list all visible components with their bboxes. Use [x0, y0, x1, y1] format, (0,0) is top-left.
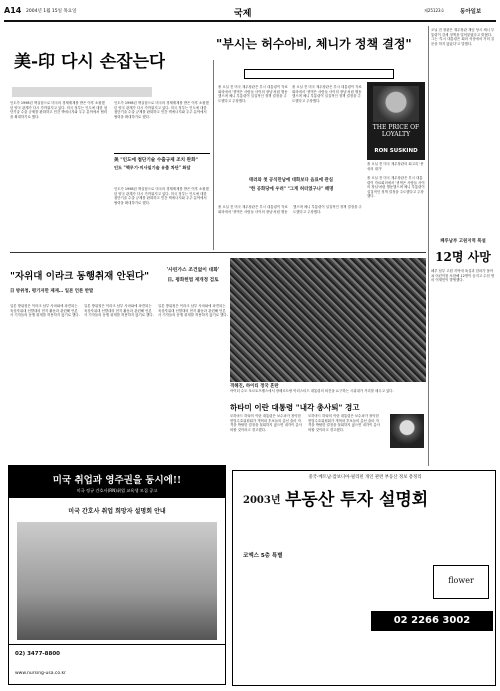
article-india: [10, 25, 212, 250]
issue-date: 2004년 1월 15일 목요일: [26, 9, 77, 14]
body-iran-1: 모하마드 하타미 이란 대통령은 보수파가 장악한 헌법수호위원회가 개혁파 후보들의 총선 출마 자격을 박탈한 결정을 철회하지 않으면 내각이 총사퇴할 것이라고 경고했다.: [230, 414, 302, 432]
nurse-ad-footer: [9, 644, 225, 684]
sidebar-oneill-sub: "한 공화당에 우려" "그게 허터였구나" 해명: [248, 187, 334, 192]
section-title: 국제: [234, 9, 252, 19]
body-india-3: 인도가 1998년 핵실험으로 미국의 경제제재를 받은 이후 소원했던 양국 관계가 다시 가까워지고 있다. 미국 정부는 인도에 대한 첨단기술 수출 규제를 완화하고 민간 핵에너지와 우주 분야에서 협력을 확대하기로 했다.: [114, 187, 209, 205]
body-oneill-3: 폴 오닐 전 미국 재무장관은 부시 대통령이 각료회의에서 '귀먹은 사람들 사이의 장님'처럼 행동했으며 체니 부통령이 실질적인 정책 결정을 주도했다고 주장했다.: [218, 205, 362, 214]
sidebar-oneill-head: 테러와 첫 공식만남에 대화보다 음료에 관심: [249, 178, 333, 183]
realty-ad-brand: flower: [448, 576, 474, 585]
sidebar-iraq: [158, 266, 228, 300]
body-iran-2: 모하마드 하타미 이란 대통령은 보수파가 장악한 헌법수호위원회가 개혁파 후보들의 총선 출마 자격을 박탈한 결정을 철회하지 않으면 내각이 총사퇴할 것이라고 경고했다.: [308, 414, 380, 432]
realty-ad-special: 코엑스 5층 특별: [243, 553, 283, 559]
realty-seminar-ad[interactable]: [232, 470, 496, 686]
nurse-ad-headline: 미국 취업과 영주권을 동시에!!: [52, 475, 182, 486]
masthead: [4, 6, 496, 20]
photo-caption-head: 격해진, 하이티 정국 혼란: [230, 384, 279, 389]
photo-caption: [230, 383, 426, 399]
realty-ad-headline: 부동산 투자 설명회: [285, 490, 429, 510]
sidebar-iraq-sub: 日, 평화헌법 재개정 검토: [167, 278, 219, 283]
masthead-rule: [4, 20, 496, 22]
nurse-ad-art: [17, 522, 217, 640]
book-cover-photo: [373, 86, 419, 122]
col-divider-right: [428, 26, 429, 466]
headline-oneill: "부시는 허수아비, 체니가 정책 결정": [216, 37, 412, 51]
body-iraq-3: 일본 방위청은 이라크 남부 사마와에 파견되는 육상자위대 선발대의 현지 활동과 관련해 언론사 기자들의 동행 취재를 허용하지 않기로 했다.: [158, 304, 228, 318]
realty-ad-phone: 02 2266 3002: [393, 615, 471, 626]
article-quake: [431, 238, 495, 466]
sidebar-iraq-head: '사린가스 조건없이 대화': [166, 268, 220, 273]
body-iraq-2: 일본 방위청은 이라크 남부 사마와에 파견되는 육상자위대 선발대의 현지 활동과 관련해 언론사 기자들의 동행 취재를 허용하지 않기로 했다.: [84, 304, 154, 318]
book-cover-image: [367, 82, 425, 160]
body-india-1: 인도가 1998년 핵실험으로 미국의 경제제재를 받은 이후 소원했던 양국 관계가 다시 가까워지고 있다. 미국 정부는 인도에 대한 첨단기술 수출 규제를 완화하고 민간 핵에너지와 우주 분야에서 협력을 확대하기로 했다.: [10, 101, 108, 119]
issue-number: 제25123호: [424, 8, 445, 13]
article-iran: [230, 400, 426, 462]
nurse-recruitment-ad[interactable]: [8, 465, 226, 685]
nurse-ad-header: [9, 466, 225, 498]
realty-ad-phone-box: [371, 611, 493, 631]
headline-iran: 하타미 이란 대통령 "내각 총사퇴" 경고: [230, 403, 360, 412]
page-number: A14: [4, 6, 22, 15]
nurse-ad-url[interactable]: www.nursing-usa.co.kr: [15, 671, 66, 676]
subhead-india-box: [12, 87, 152, 97]
right-column-text: 오닐 전 장관은 재무장관 재임 당시 체니 부통령이 감세 정책을 밀어붙였다고 밝혔다. 그는 '부시 대통령은 회의 석상에서 거의 질문을 하지 않았다'고 말했다.: [431, 28, 495, 46]
headline-india: 美-印 다시 손잡는다: [14, 52, 166, 72]
quake-kicker: 페루남부 고원지역 폭설: [440, 239, 486, 244]
article-iraq: [10, 256, 228, 462]
section-divider: [10, 252, 426, 253]
realty-ad-brand-box: [433, 565, 489, 599]
nurse-ad-phone: 02) 3477-8800: [15, 651, 60, 657]
quake-body: 페루 남부 고원 지역에 폭설과 한파가 몰아쳐 어린이를 포함해 12명이 숨지고 수천 명의 이재민이 발생했다.: [431, 269, 495, 283]
book-title: THE PRICE OF LOYALTY: [372, 124, 420, 138]
sidebar-india-head: 美 "인도에 첨단기술 수출규제 조치 완화": [114, 158, 198, 163]
quake-headline: 12명 사망: [435, 250, 491, 264]
sidebar-india-sub: 인도 "핵무기·미사일기술 유출 차단" 화답: [114, 165, 191, 170]
body-iraq-1: 일본 방위청은 이라크 남부 사마와에 파견되는 육상자위대 선발대의 현지 활동과 관련해 언론사 기자들의 동행 취재를 허용하지 않기로 했다.: [10, 304, 80, 318]
headline-iraq: "자위대 이라크 동행취재 안된다": [10, 271, 150, 282]
khatami-portrait: [390, 414, 424, 448]
book-author: RON SUSKIND: [374, 148, 418, 154]
realty-ad-year: 2003년: [243, 495, 281, 506]
nurse-ad-banner: 미국 간호사 취업 희망자 설명회 안내: [68, 508, 166, 515]
body-oneill-2: 폴 오닐 전 미국 재무장관은 부시 대통령이 각료회의에서 '귀먹은 사람들 사이의 장님'처럼 행동했으며 체니 부통령이 실질적인 정책 결정을 주도했다고 주장했다.: [292, 85, 362, 103]
realty-ad-top: 중국·베트남·캄보디아·필리핀 개인 관련 부동산 정보 총정리: [308, 475, 422, 480]
paper-name: 동아일보: [460, 9, 482, 15]
photo-caption-text: 아이티 수도 포르토프랭스에서 장베르트랑 아리스티드 대통령의 퇴진을 요구하는 시위대가 거리를 메우고 있다.: [230, 389, 394, 393]
body-oneill-4: 폴 오닐 전 미국 재무장관은 부시 대통령이 각료회의에서 '귀먹은 사람들 사이의 장님'처럼 행동했으며 체니 부통령이 실질적인 정책 결정을 주도했다고 주장했다.: [367, 176, 425, 199]
sidebar-india: [114, 153, 210, 183]
nurse-ad-sub: 미국 정규 간호사(RN)취업 교육생 모집 공고: [76, 488, 158, 493]
body-india-2: 인도가 1998년 핵실험으로 미국의 경제제재를 받은 이후 소원했던 양국 관계가 다시 가까워지고 있다. 미국 정부는 인도에 대한 첨단기술 수출 규제를 완화하고 민간 핵에너지와 우주 분야에서 협력을 확대하기로 했다.: [114, 101, 209, 119]
subhead-oneill-box: [244, 69, 394, 79]
body-oneill-1: 폴 오닐 전 미국 재무장관은 부시 대통령이 각료회의에서 '귀먹은 사람들 사이의 장님'처럼 행동했으며 체니 부통령이 실질적인 정책 결정을 주도했다고 주장했다.: [218, 85, 288, 103]
sidebar-oneill: [218, 177, 364, 203]
protest-photo: [230, 258, 426, 382]
subhead-iraq: 日 방위청, 평기자만 제재… 일본 언론 반발: [10, 289, 94, 294]
col-divider-left: [213, 60, 214, 250]
book-caption: 폴 오닐 전 미국 재무장관의 회고록 '충성의 대가': [367, 162, 424, 171]
